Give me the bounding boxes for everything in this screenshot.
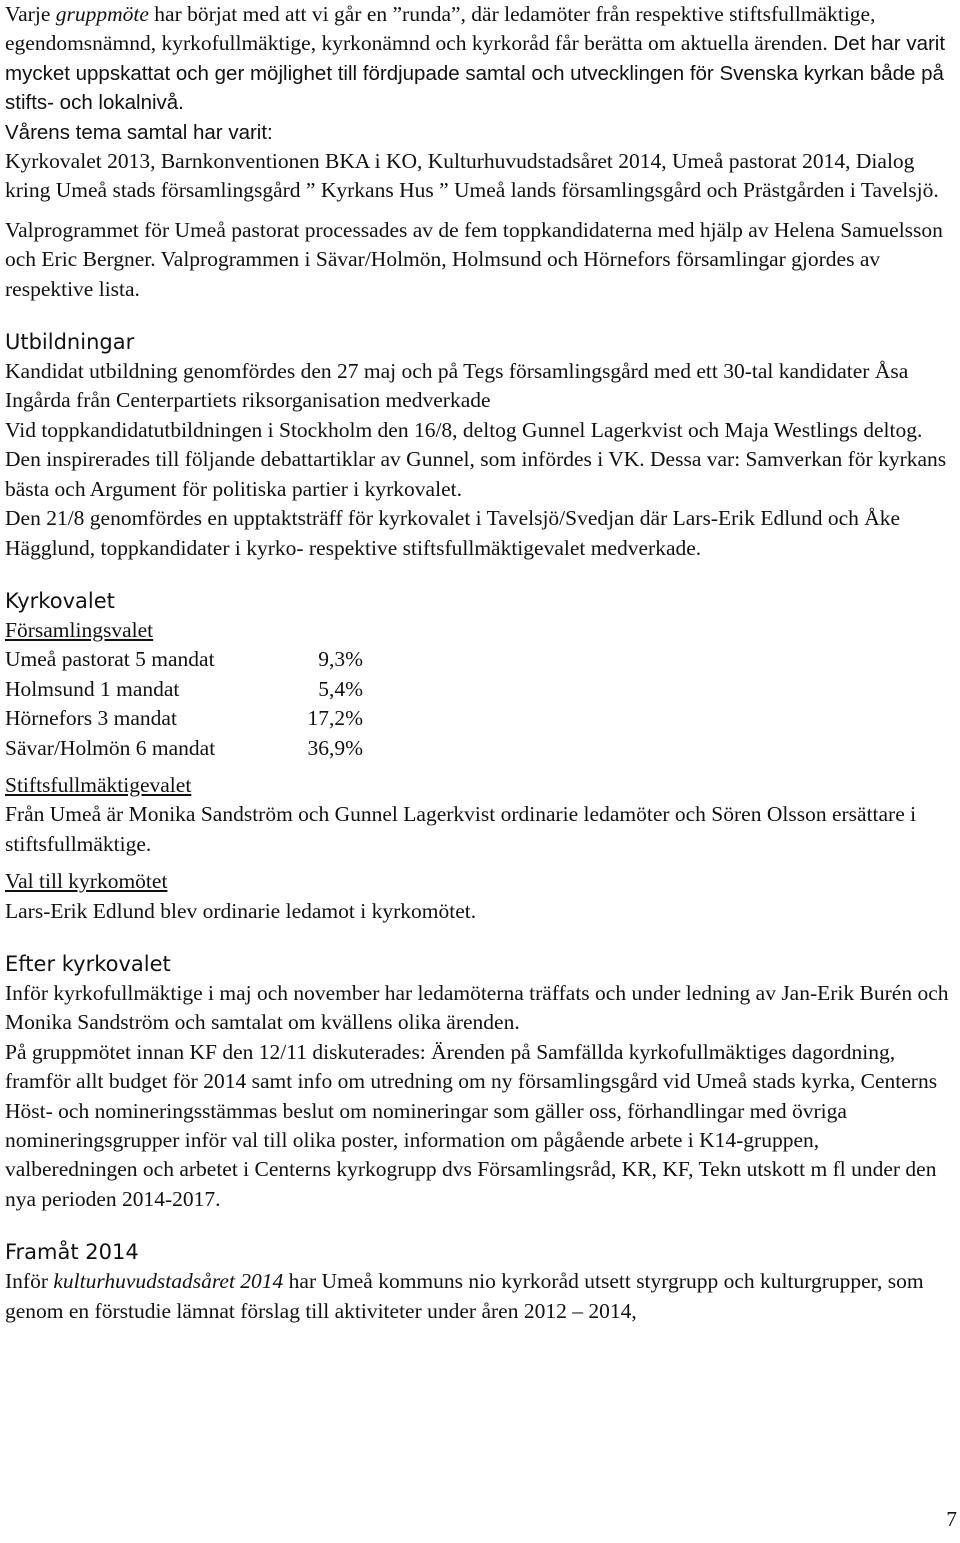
heading-kyrkovalet: Kyrkovalet	[5, 588, 115, 613]
intro-paragraph	[5, 0, 955, 118]
result-value: 5,4%	[318, 676, 363, 701]
intro-text-a: Varje	[5, 2, 56, 26]
result-value: 9,3%	[318, 647, 363, 672]
subheading-stiftsfullmaktigevalet: Stiftsfullmäktigevalet	[5, 772, 192, 797]
stift-paragraph: Från Umeå är Monika Sandström och Gunnel Lagerkvist ordinarie ledamöter och Sören Olsson ersättare i stiftsfullmäktige.	[5, 802, 917, 856]
table-row	[5, 675, 363, 704]
kyrkomote-paragraph: Lars-Erik Edlund blev ordinarie ledamot i kyrkomötet.	[5, 898, 477, 923]
document-page	[5, 0, 955, 1326]
result-value: 36,9%	[307, 735, 363, 760]
utbildningar-paragraph-2: Vid toppkandidatutbildningen i Stockholm den 16/8, deltog Gunnel Lagerkvist och Maja Westlings deltog. Den inspirerades till följande debattartiklar av Gunnel, som infördes i VK. Dessa var: Samverkan för kyrkans bästa och Argument för politiska partier i kyrkovalet.	[5, 417, 947, 501]
efter-paragraph-1: Inför kyrkofullmäktige i maj och november har ledamöterna träffats och under ledning av Jan-Erik Burén och Monika Sandström och samtalat om kvällens olika ärenden.	[5, 980, 949, 1035]
spring-themes-lead: Vårens tema samtal har varit:	[5, 120, 273, 144]
result-label: Holmsund 1 mandat	[5, 676, 180, 701]
subheading-kyrkomotet: Val till kyrkomötet	[5, 869, 168, 894]
framat-text-a: Inför	[5, 1269, 54, 1294]
page-number: 7	[946, 1507, 957, 1531]
election-results-table	[5, 645, 363, 763]
heading-framat-2014: Framåt 2014	[5, 1240, 139, 1265]
heading-efter-kyrkovalet: Efter kyrkovalet	[5, 951, 171, 976]
framat-text-b: har Umeå kommuns nio kyrkoråd utsett styrgrupp och kulturgrupper, som genom en förstudie lämnat förslag till aktiviteter under åren 2012 – 2014,	[5, 1269, 924, 1323]
table-row	[5, 734, 363, 763]
utbildningar-paragraph-1: Kandidat utbildning genomfördes den 27 maj och på Tegs församlingsgård med ett 30-tal kandidater Åsa Ingårda från Centerpartiets riksorganisation medverkade	[5, 359, 909, 413]
result-label: Umeå pastorat 5 mandat	[5, 647, 215, 672]
efter-paragraph-2: På gruppmötet innan KF den 12/11 diskuterades: Ärenden på Samfällda kyrkofullmäktiges dagordning, framför allt budget för 2014 samt info om utredning om ny församlingsgård vid Umeå stads kyrka, Centerns Höst- och nomineringsstämmas beslut om nomineringar som gäller oss, förhandlingar med övriga nomineringsgrupper inför val till olika poster, information om pågående arbete i K14-gruppen, valberedningen och arbetet i Centerns kyrkogrupp dvs Församlingsråd, KR, KF, Tekn utskott m fl under den nya perioden 2014-2017.	[5, 1039, 938, 1211]
table-row	[5, 645, 363, 674]
result-label: Hörnefors 3 mandat	[5, 706, 177, 731]
framat-paragraph	[5, 1267, 955, 1326]
table-row	[5, 704, 363, 733]
intro-text-c: Det har varit mycket uppskattat och ger möjlighet till fördjupade samtal och utvecklingen för Svenska kyrkan både på stifts- och lokalnivå.	[5, 32, 946, 115]
heading-utbildningar: Utbildningar	[5, 330, 135, 355]
framat-emphasis: kulturhuvudstadsåret 2014	[53, 1269, 284, 1294]
subheading-forsamlingsvalet: Församlingsvalet	[5, 617, 154, 642]
result-label: Sävar/Holmön 6 mandat	[5, 735, 216, 760]
spring-themes-paragraph: Kyrkovalet 2013, Barnkonventionen BKA i KO, Kulturhuvudstadsåret 2014, Umeå pastorat 2014, Dialog kring Umeå stads församlingsgård ” Kyrkans Hus ” Umeå lands församlingsgård och Prästgården i Tavelsjö.	[5, 149, 939, 203]
utbildningar-paragraph-3: Den 21/8 genomfördes en upptaktsträff för kyrkovalet i Tavelsjö/Svedjan där Lars-Erik Edlund och Åke Hägglund, toppkandidater i kyrko- respektive stiftsfullmäktigevalet medverkade.	[5, 506, 901, 560]
intro-text-b: har börjat med att vi går en ”runda”, där ledamöter från respektive stiftsfullmäktige, egendomsnämnd, kyrkofullmäktige, kyrkonämnd och kyrkoråd får berätta om aktuella ärenden.	[5, 2, 876, 56]
valprogram-paragraph: Valprogrammet för Umeå pastorat processades av de fem toppkandidaterna med hjälp av Helena Samuelsson och Eric Bergner. Valprogrammen i Sävar/Holmön, Holmsund och Hörnefors församlingar gjordes av respektive lista.	[5, 217, 943, 301]
result-value: 17,2%	[307, 706, 363, 731]
intro-emphasis: gruppmöte	[55, 2, 149, 26]
